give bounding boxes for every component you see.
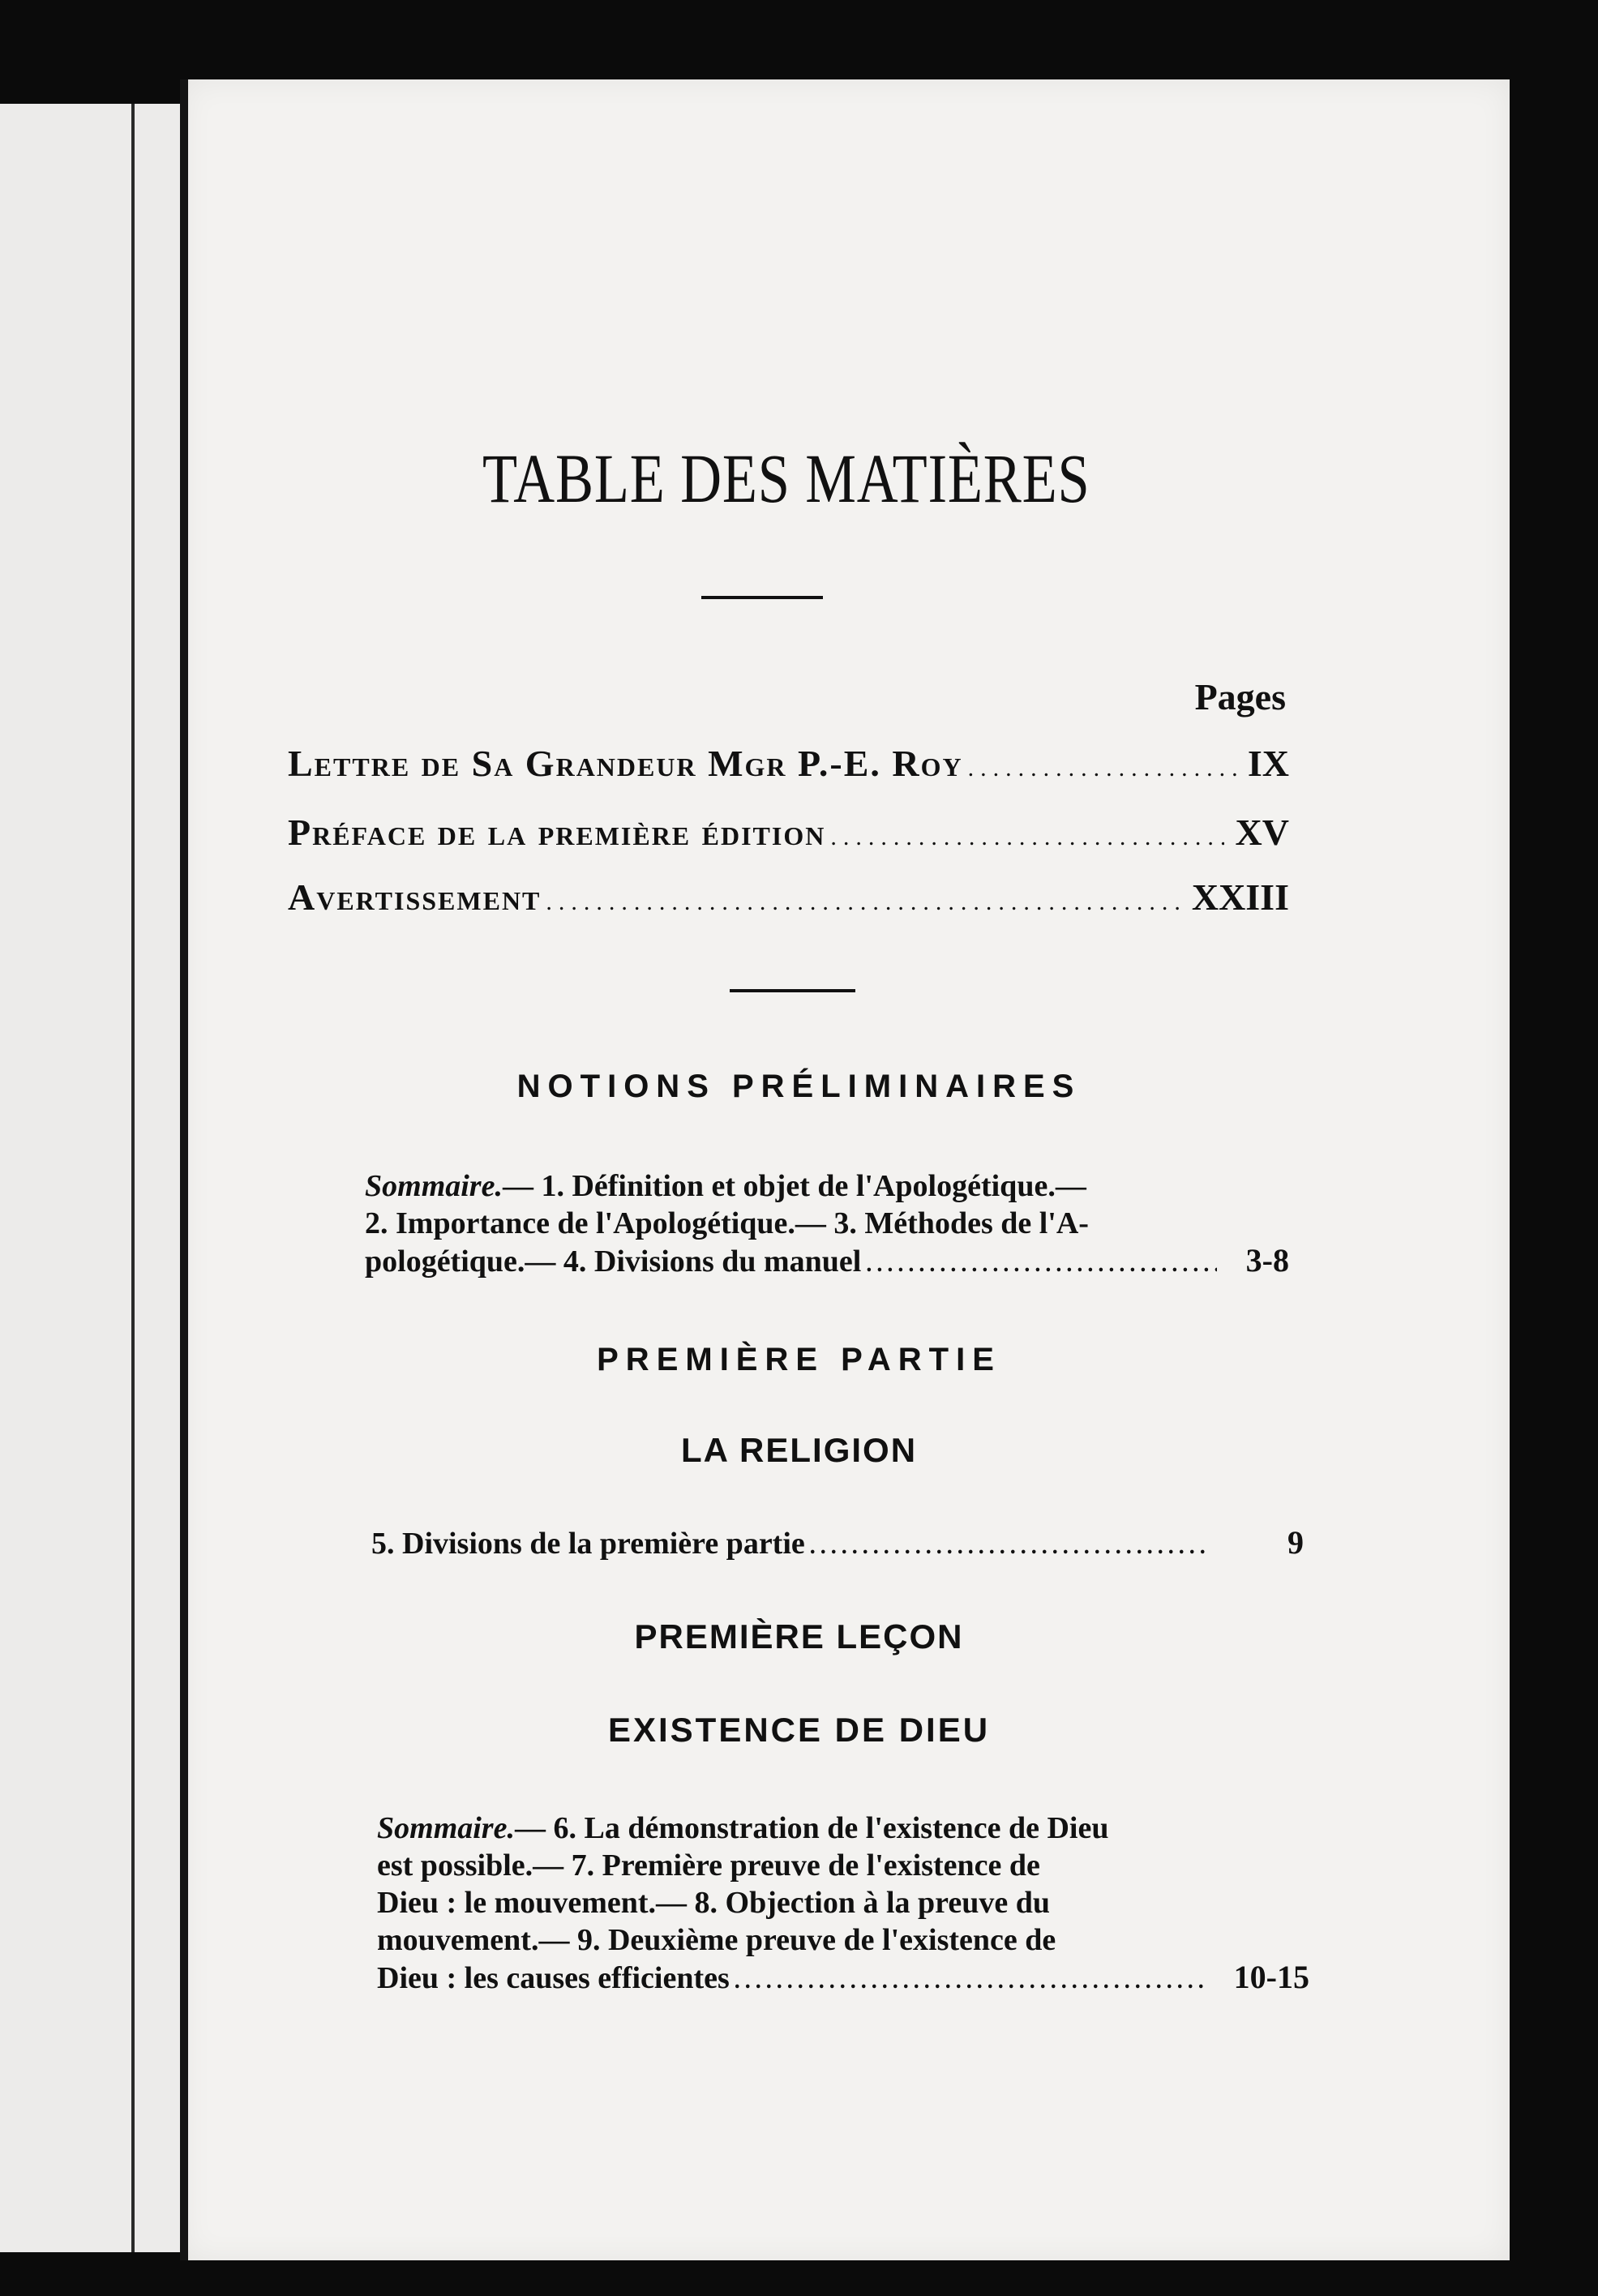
sommaire-line: Dieu : les causes efficientes: [377, 1961, 730, 1995]
lecon1-sommaire: [377, 1810, 1309, 2000]
item-text: 5. Divisions de la première partie: [371, 1527, 805, 1561]
leader-dots: [546, 889, 1180, 916]
notions-heading: NOTIONS PRÉLIMINAIRES: [516, 1069, 1082, 1104]
sommaire-line: Dieu : le mouvement.— 8. Objection à la preuve du: [377, 1886, 1050, 1920]
title-divider: [701, 596, 823, 599]
toc-entry-label: Préface de la première édition: [288, 812, 826, 853]
lecon1-subheading: EXISTENCE DE DIEU: [607, 1711, 991, 1749]
toc-entry-preface: [288, 811, 1289, 854]
sommaire-line: — 1. Définition et objet de l'Apologétique.—: [502, 1169, 1086, 1203]
left-page: [0, 104, 183, 2252]
sommaire-line: est possible.— 7. Première preuve de l'existence de: [377, 1848, 1040, 1883]
toc-entry-page: XV: [1235, 812, 1289, 853]
item-page: 9: [1287, 1524, 1304, 1561]
notions-sommaire: [365, 1167, 1289, 1283]
leader-dots: [735, 1963, 1205, 2000]
leader-dots: [866, 1246, 1216, 1283]
page-gutter: [180, 79, 188, 2260]
sommaire-line: 2. Importance de l'Apologétique.— 3. Méthodes de l'A-: [365, 1206, 1089, 1240]
part1-heading: PREMIÈRE PARTIE: [597, 1342, 1001, 1377]
sommaire-label: Sommaire.: [377, 1811, 515, 1845]
sommaire-line: mouvement.— 9. Deuxième preuve de l'existence de: [377, 1923, 1056, 1957]
leader-dots: [968, 755, 1236, 782]
section-divider: [730, 989, 855, 992]
toc-entry-label: Lettre de Sa Grandeur Mgr P.-E. Roy: [288, 743, 963, 784]
sommaire-pages: 3-8: [1245, 1242, 1289, 1279]
toc-entry-avertissement: [288, 876, 1289, 919]
sommaire-label: Sommaire.: [365, 1169, 503, 1203]
leader-dots: [830, 824, 1223, 851]
part1-subheading: LA RELIGION: [680, 1431, 918, 1469]
sommaire-pages: 10-15: [1233, 1959, 1309, 1995]
sommaire-line: — 6. La démonstration de l'existence de Dieu: [514, 1811, 1109, 1845]
lecon1-heading: PREMIÈRE LEÇON: [634, 1617, 964, 1656]
toc-entry-lettre: [288, 742, 1289, 785]
toc-entry-label: Avertissement: [288, 876, 542, 918]
leader-dots: [810, 1528, 1210, 1566]
toc-entry-page: XXIII: [1191, 876, 1289, 918]
part1-item: [371, 1524, 1304, 1566]
page-title: TABLE DES MATIÈRES: [482, 439, 1090, 517]
left-page-edge: [131, 104, 135, 2252]
sommaire-line: pologétique.— 4. Divisions du manuel: [365, 1244, 862, 1279]
pages-column-label: Pages: [1194, 676, 1286, 718]
toc-entry-page: IX: [1247, 743, 1289, 784]
